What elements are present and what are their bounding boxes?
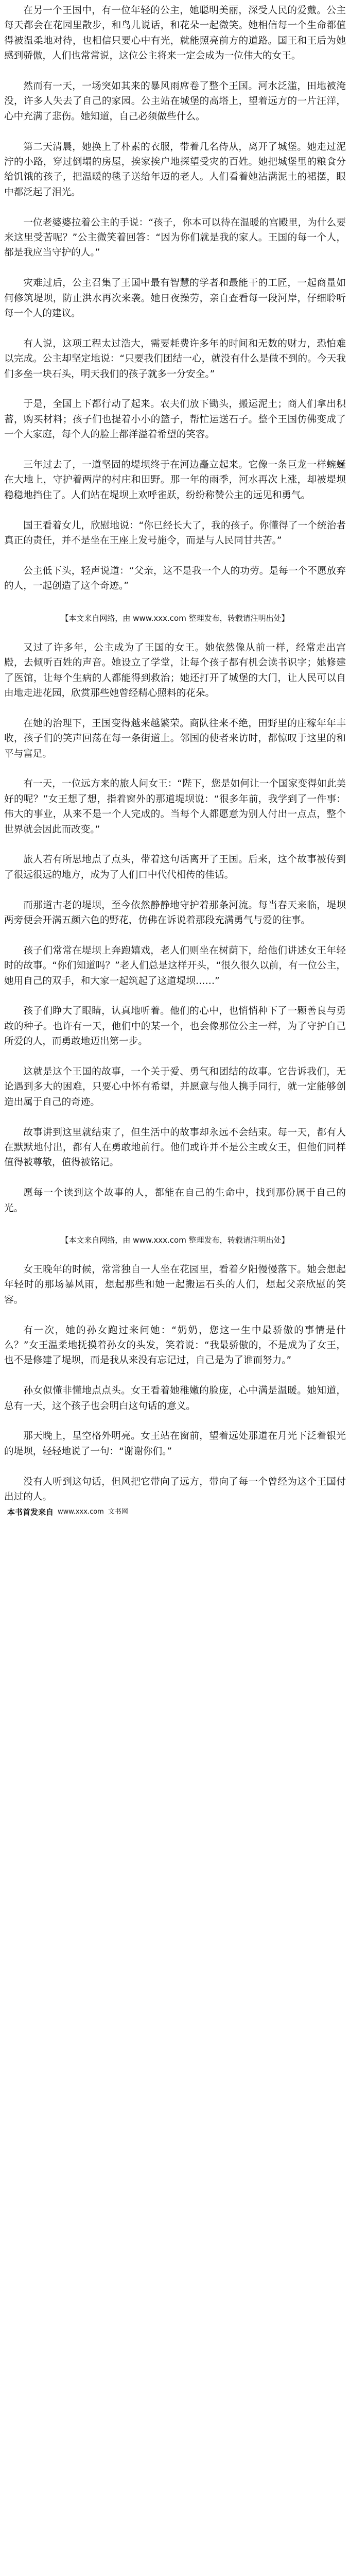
- footer-watermark: [7, 1507, 346, 1517]
- promo-line: 【本文来自网络，由 www.xxx.com 整理发布，转载请注明出处】: [61, 1235, 289, 1245]
- paragraph: 这就是这个王国的故事，一个关于爱、勇气和团结的故事。它告诉我们，无论遇到多大的困难，只要心中怀有希望，并愿意与他人携手同行，就一定能够创造出属于自己的奇迹。: [4, 1066, 346, 1108]
- paragraph: 灾难过后，公主召集了王国中最有智慧的学者和最能干的工匠，一起商量如何修筑堤坝，防止洪水再次来袭。她日夜操劳，亲自查看每一段河岸，仔细聆听每一个人的建议。: [4, 278, 346, 319]
- paragraph: 有一次，她的孙女跑过来问她：“奶奶，您这一生中最骄傲的事情是什么？”女王温柔地抚摸着孙女的头发，笑着说：“我最骄傲的，不是成为了女王，也不是修建了堤坝，而是我从来没有忘记过，自己是为了谁而努力。”: [4, 1325, 346, 1366]
- paragraph: 故事讲到这里就结束了，但生活中的故事却永远不会结束。每一天，都有人在默默地付出，都有人在勇敢地前行。他们或许并不是公主或女王，但他们同样值得被尊敬，值得被铭记。: [4, 1127, 346, 1168]
- article-body: [4, 3, 346, 1517]
- footer-tail: 文书网: [108, 1508, 128, 1516]
- paragraph: 公主低下头，轻声说道：“父亲，这不是我一个人的功劳。是每一个不愿放弃的人，一起创造了这个奇迹。”: [4, 565, 346, 592]
- paragraph: 一位老婆婆拉着公主的手说：“孩子，你本可以待在温暖的宫殿里，为什么要来这里受苦呢？”公主微笑着回答：“因为你们就是我的家人。王国的每一个人，都是我应当守护的人。”: [4, 217, 346, 259]
- footer-site: www.xxx.com: [58, 1508, 104, 1516]
- paragraph: 旅人若有所思地点了点头，带着这句话离开了王国。后来，这个故事被传到了很远很远的地方，成为了人们口中代代相传的佳话。: [4, 854, 346, 880]
- footer-logo-text: 本书首发来自: [7, 1507, 54, 1517]
- paragraph: 那天晚上，星空格外明亮。女王站在窗前，望着远处那道在月光下泛着银光的堤坝，轻轻地说了一句：“谢谢你们。”: [4, 1431, 346, 1457]
- paragraph: 在她的治理下，王国变得越来越繁荣。商队往来不绝，田野里的庄稼年年丰收，孩子们的笑声回荡在每一条街道上。邻国的使者来访时，都惊叹于这里的和平与富足。: [4, 718, 346, 759]
- paragraph: 有人说，这项工程太过浩大，需要耗费许多年的时间和无数的财力，恐怕难以完成。公主却坚定地说：“只要我们团结一心，就没有什么是做不到的。今天我们多垒一块石头，明天我们的孩子就多一分安全。”: [4, 338, 346, 380]
- paragraph: 孩子们常常在堤坝上奔跑嬉戏，老人们则坐在树荫下，给他们讲述女王年轻时的故事。“你们知道吗？”老人们总是这样开头，“很久很久以前，有一位公主，她用自己的双手，和大家一起筑起了这道堤坝……”: [4, 945, 346, 987]
- paragraph: 于是，全国上下都行动了起来。农夫们放下锄头，搬运泥土；商人们拿出积蓄，购买材料；孩子们也提着小小的篮子，帮忙运送石子。整个王国仿佛变成了一个大家庭，每个人的脸上都洋溢着希望的笑容。: [4, 399, 346, 440]
- paragraph: 而那道古老的堤坝，至今依然静静地守护着那条河流。每当春天来临，堤坝两旁便会开满五颜六色的野花，仿佛在诉说着那段充满勇气与爱的往事。: [4, 900, 346, 926]
- promo-line: 【本文来自网络，由 www.xxx.com 整理发布，转载请注明出处】: [61, 613, 289, 623]
- paragraph: 在另一个王国中，有一位年轻的公主，她聪明美丽，深受人民的爱戴。公主每天都会在花园里散步，和鸟儿说话，和花朵一起微笑。她相信每一个生命都值得被温柔地对待，也相信只要心中有光，就能照亮前方的道路。国王和王后为她感到骄傲，人们也常常说，这位公主将来一定会成为一位伟大的女王。: [4, 5, 346, 62]
- paragraph: 三年过去了，一道坚固的堤坝终于在河边矗立起来。它像一条巨龙一样蜿蜒在大地上，守护着两岸的村庄和田野。那一年的雨季，河水再次上涨，却被堤坝稳稳地挡住了。人们站在堤坝上欢呼雀跃，纷纷称赞公主的远见和勇气。: [4, 460, 346, 501]
- paragraph: 国王看着女儿，欣慰地说：“你已经长大了，我的孩子。你懂得了一个统治者真正的责任，并不是坐在王座上发号施令，而是与人民同甘共苦。”: [4, 520, 346, 547]
- paragraph: 又过了许多年，公主成为了王国的女王。她依然像从前一样，经常走出宫殿，去倾听百姓的声音。她设立了学堂，让每个孩子都有机会读书识字；她修建了医馆，让每个生病的人都能得到救治；她还打开了城堡的大门，让人民可以自由地走进花园，欣赏那些她曾经精心照料的花朵。: [4, 642, 346, 699]
- paragraph: 孙女似懂非懂地点点头。女王看着她稚嫩的脸庞，心中满是温暖。她知道，总有一天，这个孩子也会明白这句话的意义。: [4, 1385, 346, 1412]
- paragraph: 第二天清晨，她换上了朴素的衣服，带着几名侍从，离开了城堡。她走过泥泞的小路，穿过倒塌的房屋，挨家挨户地探望受灾的百姓。她把城堡里的粮食分给饥饿的孩子，把温暖的毯子送给年迈的老人。人们看着她沾满泥土的裙摆，眼中都泛起了泪光。: [4, 141, 346, 198]
- paragraph: 愿每一个读到这个故事的人，都能在自己的生命中，找到那份属于自己的光。: [4, 1188, 346, 1214]
- paragraph: 有一天，一位远方来的旅人问女王：“陛下，您是如何让一个国家变得如此美好的呢？”女王想了想，指着窗外的那道堤坝说：“很多年前，我学到了一件事：伟大的事业，从来不是一个人完成的。当每个人都愿意为别人付出一点点，整个世界就会因此而改变。”: [4, 778, 346, 835]
- paragraph: 女王晚年的时候，常常独自一人坐在花园里，看着夕阳慢慢落下。她会想起年轻时的那场暴风雨，想起那些和她一起搬运石头的人们，想起父亲欣慰的笑容。: [4, 1264, 346, 1306]
- paragraph: 孩子们睁大了眼睛，认真地听着。他们的心中，也悄悄种下了一颗善良与勇敢的种子。也许有一天，他们中的某一个，也会像那位公主一样，为了守护自己所爱的人，而勇敢地迈出第一步。: [4, 1006, 346, 1047]
- paragraph: 没有人听到这句话，但风把它带向了远方，带向了每一个曾经为这个王国付出过的人。: [4, 1476, 346, 1503]
- paragraph: 然而有一天，一场突如其来的暴风雨席卷了整个王国。河水泛滥，田地被淹没，许多人失去了自己的家园。公主站在城堡的高塔上，望着远方的一片汪洋，心中充满了悲伤。她知道，自己必须做些什么。: [4, 81, 346, 122]
